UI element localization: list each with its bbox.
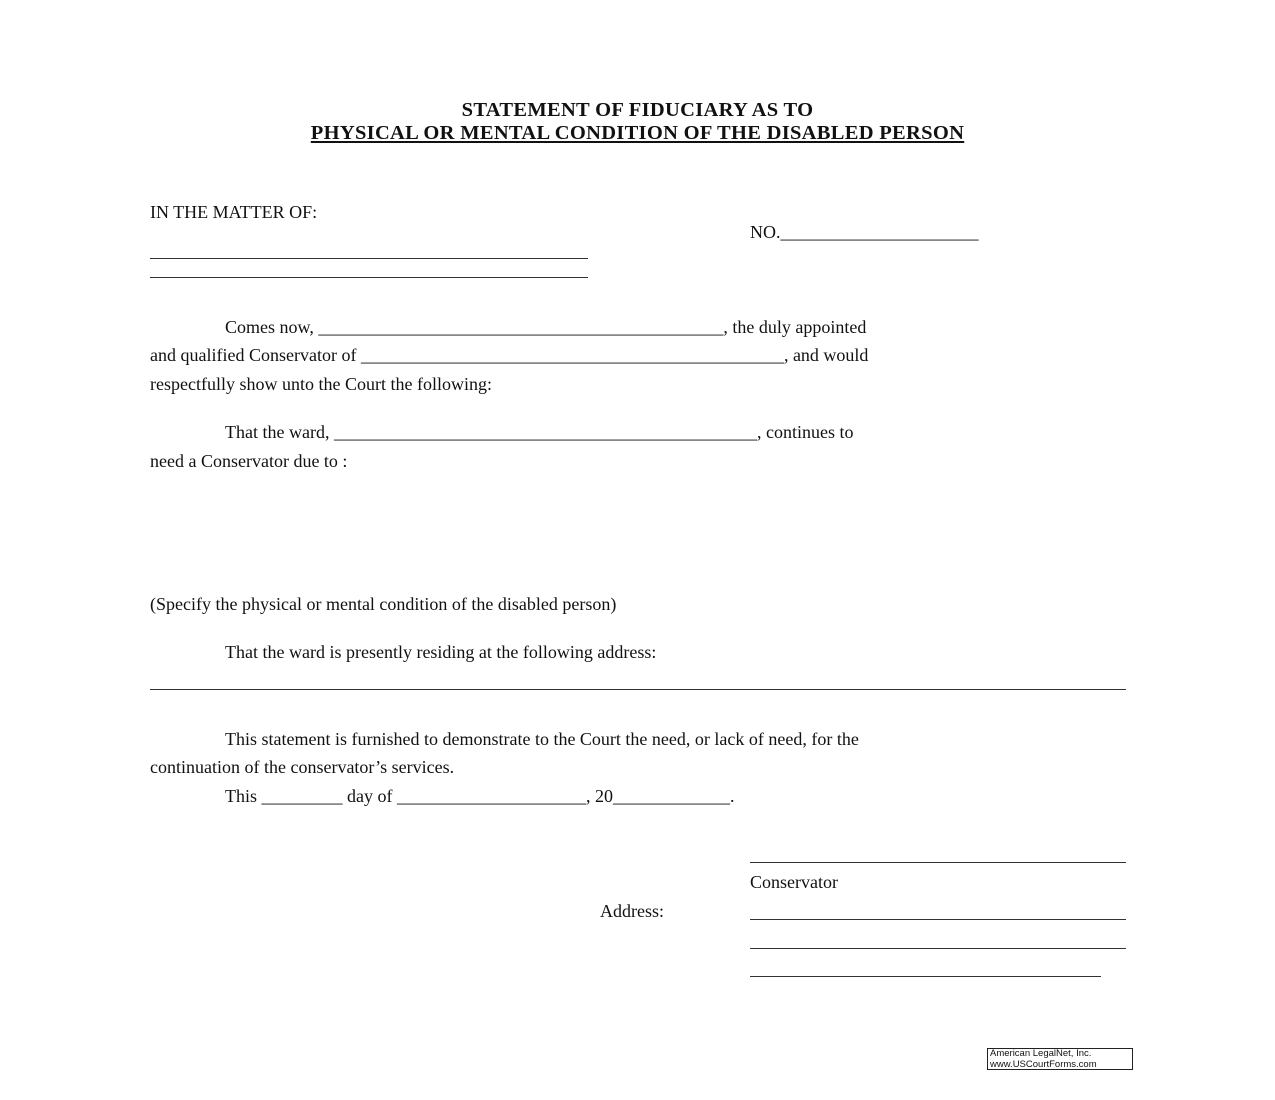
form-title-line1: STATEMENT OF FIDUCIARY AS TO [461,99,814,121]
para1-line2 [150,344,868,366]
address-intro: That the ward is presently residing at the following address: [225,642,657,662]
conservator-address-line-3[interactable] [750,976,1101,977]
date-year-blank[interactable]: _____________ [613,786,730,806]
ward-name-blank[interactable]: _______________________________________________ [333,422,757,442]
publisher-stamp [987,1048,1133,1070]
ward-address-line[interactable] [150,689,1126,690]
para1-text-c: and qualified Conservator of [150,345,361,365]
conservator-label: Conservator [750,872,838,892]
conservator-address-line-2[interactable] [750,948,1126,949]
para2-line2: need a Conservator due to : [150,451,348,471]
form-title-line2 [0,122,1275,145]
date-period: . [730,786,735,806]
para2-line1 [225,421,853,443]
publisher-url: www.USCourtForms.com [990,1058,1097,1070]
address-label: Address: [600,901,664,921]
specify-condition-note: (Specify the physical or mental condition of the disabled person) [150,594,617,614]
matter-name-line-2[interactable] [150,277,588,278]
conservator-name-blank[interactable]: _____________________________________________ [318,317,724,337]
ward-of-blank[interactable]: _______________________________________________ [360,345,784,365]
para3-line1: This statement is furnished to demonstrate to the Court the need, or lack of need, for the [225,729,859,749]
para3-line2: continuation of the conservator’s services. [150,757,455,777]
form-title-line2-text: PHYSICAL OR MENTAL CONDITION OF THE DISABLED PERSON [310,122,965,144]
para1-text-d: , and would [783,345,869,365]
para1-line3: respectfully show unto the Court the following: [150,374,492,394]
date-day-of: day of [342,786,397,806]
para2-text-a: That the ward, [225,422,334,442]
para1-text-b: , the duly appointed [723,317,867,337]
para1-line1 [225,316,866,338]
para1-text-a: Comes now, [225,317,319,337]
date-month-blank[interactable]: _____________________ [397,786,586,806]
para2-text-b: , continues to [756,422,854,442]
case-number-blank[interactable]: ______________________ [780,222,979,242]
matter-label: IN THE MATTER OF: [150,202,318,222]
date-day-blank[interactable]: _________ [261,786,343,806]
case-number [750,221,979,243]
conservator-address-line-1[interactable] [750,919,1126,920]
conservator-signature-line[interactable] [750,862,1126,863]
date-this: This [225,786,262,806]
matter-name-line-1[interactable] [150,258,588,259]
date-line [225,785,735,807]
publisher-name: American LegalNet, Inc. [990,1048,1092,1059]
case-number-label: NO. [750,222,781,242]
date-year-prefix: , 20 [586,786,613,806]
